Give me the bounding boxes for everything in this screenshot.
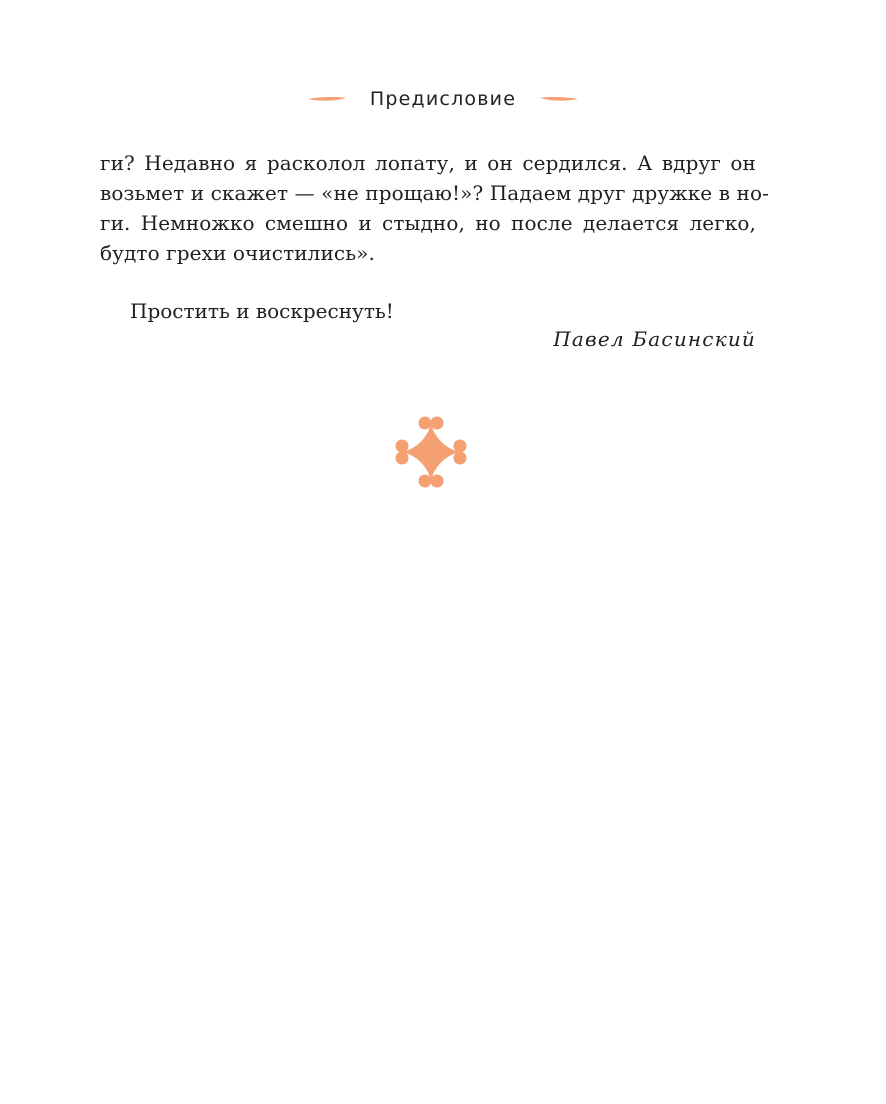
text-line: будто грехи очистились».: [100, 241, 375, 265]
header-title: Предисловие: [369, 88, 517, 110]
closing-line: Простить и воскреснуть!: [130, 299, 394, 323]
left-brush-stroke-icon: [308, 95, 346, 103]
text-line: ги? Недавно я расколол лопату, и он сердился. А вдруг он: [100, 151, 756, 175]
running-header: [0, 84, 886, 114]
right-brush-stroke-icon: [540, 95, 578, 103]
body-text: [100, 148, 769, 268]
cross-flower-ornament-icon: [393, 414, 469, 490]
text-line: возьмет и скажет — «не прощаю!»? Падаем друг дружке в но-: [100, 181, 769, 205]
paragraph: [100, 148, 769, 268]
text-line: ги. Немножко смешно и стыдно, но после делается легко,: [100, 211, 756, 235]
author-signature: Павел Басинский: [553, 327, 756, 351]
